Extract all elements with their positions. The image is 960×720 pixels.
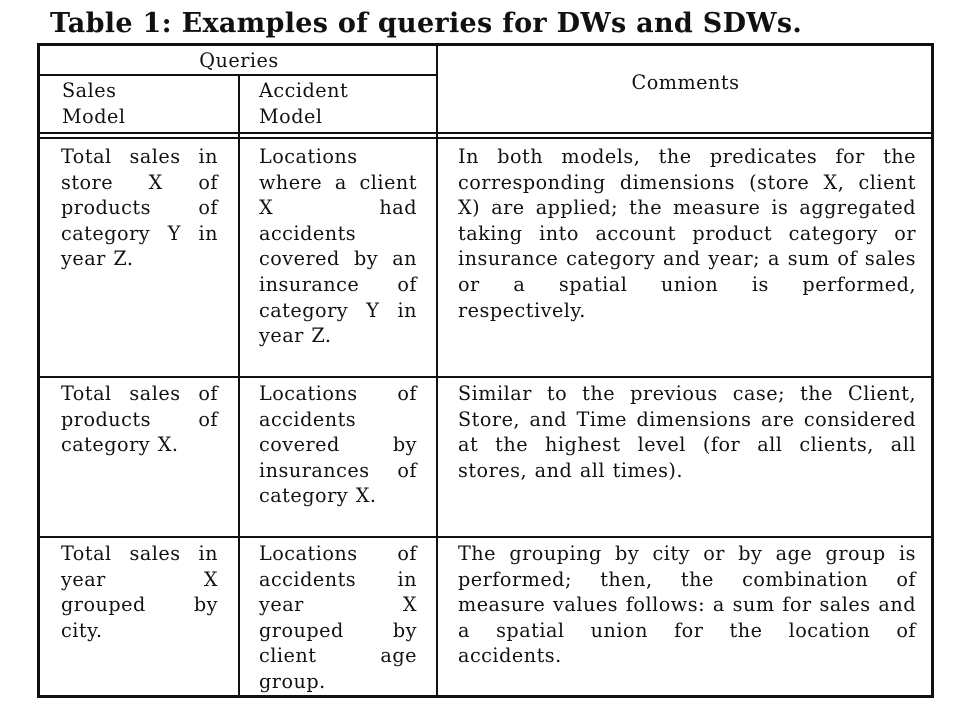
row-divider-1 <box>40 376 931 378</box>
row-2-accident-query: Locations of accidents covered by insurances of category X. <box>259 382 417 508</box>
header-bottom-rule-b <box>40 137 931 139</box>
header-queries: Queries <box>199 49 279 72</box>
row-2-sales-query: Total sales of products of category X. <box>61 382 218 457</box>
header-sales-label: Sales <box>62 79 117 102</box>
row-1-accident-query: Locations where a client X had accidents covered by an insurance of category Y in year Z. <box>259 145 417 348</box>
table-caption: Table 1: Examples of queries for DWs and SDWs. <box>50 8 803 39</box>
row-2-comment: Similar to the previous case; the Client, Store, and Time dimensions are considered at the highest level (for all clients, all stores, and all times). <box>458 382 916 482</box>
queries-table <box>37 43 934 698</box>
header-comments: Comments <box>631 71 740 94</box>
row-1-sales-query: Total sales in store X of products of category Y in year Z. <box>61 145 218 271</box>
column-divider-2 <box>436 46 438 695</box>
header-accident-model <box>259 78 429 129</box>
row-3-accident-query: Locations of accidents in year X grouped by client age group. <box>259 542 417 693</box>
header-model-label: Model <box>259 104 323 128</box>
row-3-comment: The grouping by city or by age group is performed; then, the combination of measure values follows: a sum for sales and a spatial union for the location of accidents. <box>458 542 916 668</box>
row-3-sales-query: Total sales in year X grouped by city. <box>61 542 218 642</box>
header-model-label: Model <box>62 104 126 128</box>
header-sales-model <box>62 78 232 129</box>
row-1-comment: In both models, the predicates for the corresponding dimensions (store X, client X) are applied; the measure is aggregated taking into account product category or insurance category and year; a sum of sales or a spatial union is performed, respectively. <box>458 145 916 322</box>
header-bottom-rule-a <box>40 132 931 134</box>
column-divider-1 <box>238 75 240 695</box>
row-divider-2 <box>40 536 931 538</box>
header-accident-label: Accident <box>259 79 349 102</box>
